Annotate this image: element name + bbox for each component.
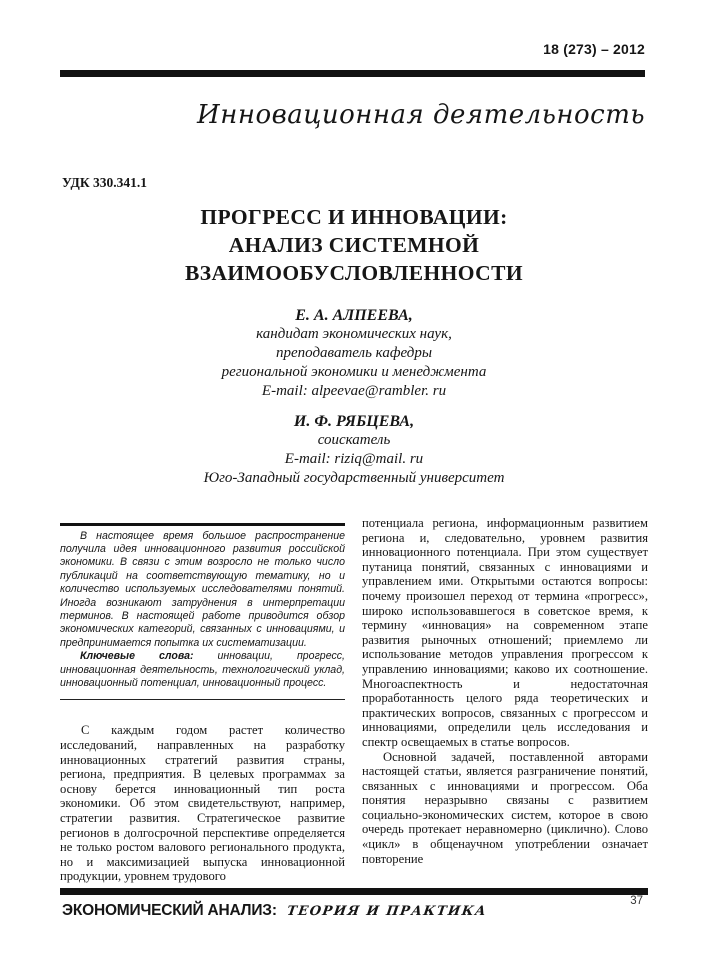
author-2-name: И. Ф. РЯБЦЕВА, bbox=[293, 413, 415, 430]
author-1-email: E-mail: alpeevae@rambler. ru bbox=[261, 383, 447, 399]
right-column bbox=[362, 512, 648, 884]
footer-rule bbox=[60, 888, 648, 895]
page-number: 37 bbox=[630, 895, 643, 907]
keywords-label: Ключевые слова: bbox=[80, 650, 194, 663]
article-title bbox=[60, 203, 648, 287]
article-title-line-2: АНАЛИЗ СИСТЕМНОЙ bbox=[228, 233, 480, 257]
rubric-heading: Инновационная деятельность bbox=[197, 100, 645, 130]
author-2-affiliation: Юго-Западный государственный университет bbox=[203, 470, 505, 486]
article-title-line-3: ВЗАИМООБУСЛОВЛЕННОСТИ bbox=[185, 261, 523, 285]
abstract-text: В настоящее время большое распространение получила идея инновационного развития российской экономики. В связи с этим возросло не только число публикаций на соответствующую тематику, но и количество используемых исследователями понятий. Иногда возникают затруднения в интерпретации терминов. В настоящей работе приводится обзор экономических категорий, связанных с инновациями, и предпринимается попытка их систематизации. bbox=[60, 529, 345, 649]
left-column bbox=[60, 512, 345, 884]
author-2-email: E-mail: riziq@mail. ru bbox=[284, 451, 424, 467]
journal-name-main: ЭКОНОМИЧЕСКИЙ АНАЛИЗ: bbox=[62, 902, 277, 919]
authors-block bbox=[60, 306, 648, 499]
keywords-text: инновации, прогресс, инновационная деятельность, технологический уклад, инновационный потенциал, инновационный процесс. bbox=[60, 650, 346, 689]
udc-code: УДК 330.341.1 bbox=[62, 175, 147, 190]
body-paragraph-right-2: Основной задачей, поставленной авторами настоящей статьи, является разграничение понятий, связанных с инновациями и прогрессом. Оба понятия неразрывно связаны с развитием социально-экономических систем, которое в свою очередь протекает неравномерно (циклично). Слово «цикл» в общенаучном употреблении означает повторение bbox=[362, 749, 648, 866]
author-1-position: преподаватель кафедры bbox=[275, 345, 432, 361]
author-1-degree: кандидат экономических наук, bbox=[256, 326, 452, 342]
issue-number: 18 (273) – 2012 bbox=[543, 41, 645, 57]
author-2 bbox=[60, 412, 648, 488]
journal-name bbox=[62, 902, 487, 920]
author-1 bbox=[60, 306, 648, 401]
abstract-bottom-rule bbox=[60, 699, 345, 700]
abstract-top-rule bbox=[60, 523, 345, 526]
keywords-paragraph bbox=[60, 650, 345, 690]
author-2-degree: соискатель bbox=[317, 432, 391, 448]
journal-name-subtitle: ТЕОРИЯ И ПРАКТИКА bbox=[285, 904, 488, 919]
header-rule bbox=[60, 70, 645, 77]
article-columns bbox=[60, 512, 648, 884]
body-paragraph-left: С каждым годом растет количество исследований, направленных на разработку инновационных стратегий развития страны, региона, предприятия. В целевых программах за основу берется инновационный тип роста экономики. Об этом свидетельствуют, например, стратегии развития. Стратегическое развитие регионов в долгосрочной перспективе определяется не только ростом валового регионального продукта, но и максимизацией выпуска инновационной продукции, уровнем трудового bbox=[60, 723, 345, 884]
body-paragraph-right-1: потенциала региона, информационным развитием региона и, следовательно, уровнем развития инновационного потенциала. При этом существует путаница понятий, связанных с инновациями и управлением ими. Открытыми остаются вопросы: почему произошел переход от термина «прогресс», широко использовавшегося в советское время, к термину «инновация» на современном этапе развития рыночных отношений; приемлемо ли использование методов управления прогрессом к управлению инновациями; каково их соотношение. Многоаспектность и недостаточная проработанность целого ряда теоретических и практических вопросов, связанных с прогрессом и инновациями, определили цель исследования и спектр освещаемых в статье вопросов. bbox=[362, 516, 648, 749]
author-1-department: региональной экономики и менеджмента bbox=[221, 364, 487, 380]
author-1-name: Е. А. АЛПЕЕВА, bbox=[295, 307, 413, 324]
article-title-line-1: ПРОГРЕСС И ИННОВАЦИИ: bbox=[200, 205, 508, 229]
